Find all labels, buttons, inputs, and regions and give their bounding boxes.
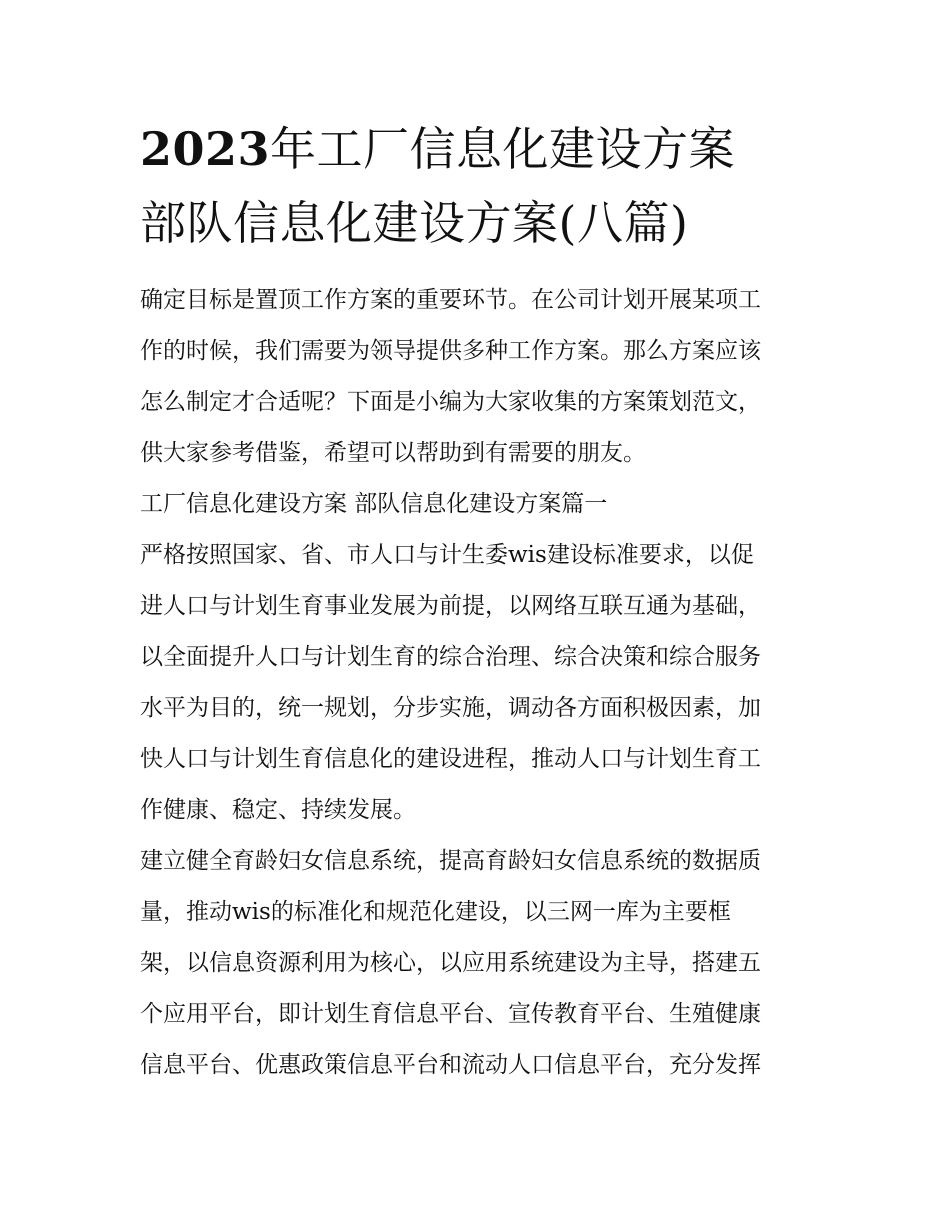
paragraph-2-line-2: 量，推动wis的标准化和规范化建设，以三网一库为主要框 [140,899,731,925]
intro-line-1: 确定目标是置顶工作方案的重要环节。在公司计划开展某项工 [140,287,761,313]
paragraph-2-line-4: 个应用平台，即计划生育信息平台、宣传教育平台、生殖健康 [140,1001,761,1027]
section-heading: 工厂信息化建设方案 部队信息化建设方案篇一 [140,491,608,517]
intro-line-3: 怎么制定才合适呢？下面是小编为大家收集的方案策划范文， [140,389,761,415]
paragraph-1-line-1: 严格按照国家、省、市人口与计生委wis建设标准要求，以促 [140,542,754,568]
paragraph-1-line-2: 进人口与计划生育事业发展为前提，以网络互联互通为基础， [140,593,761,619]
intro-line-2: 作的时候，我们需要为领导提供多种工作方案。那么方案应该 [140,338,761,364]
intro-line-4: 供大家参考借鉴，希望可以帮助到有需要的朋友。 [140,440,646,466]
title-year: 2023 [140,122,271,176]
paragraph-2-line-3: 架，以信息资源利用为核心，以应用系统建设为主导，搭建五 [140,950,761,976]
title-line-2: 部队信息化建设方案(八篇) [140,196,689,250]
paragraph-1-line-4: 水平为目的，统一规划，分步实施，调动各方面积极因素，加 [140,695,761,721]
title-line-1 [140,112,840,186]
document-body [140,275,820,1091]
paragraph-2-line-5: 信息平台、优惠政策信息平台和流动人口信息平台，充分发挥 [140,1052,761,1078]
title-line-1-text: 年工厂信息化建设方案 [270,122,736,176]
paragraph-1-line-6: 作健康、稳定、持续发展。 [140,797,416,823]
paragraph-2-line-1: 建立健全育龄妇女信息系统，提高育龄妇女信息系统的数据质 [140,848,761,874]
paragraph-1-line-5: 快人口与计划生育信息化的建设进程，推动人口与计划生育工 [140,746,761,772]
paragraph-1-line-3: 以全面提升人口与计划生育的综合治理、综合决策和综合服务 [140,644,761,670]
document-title [140,112,840,260]
